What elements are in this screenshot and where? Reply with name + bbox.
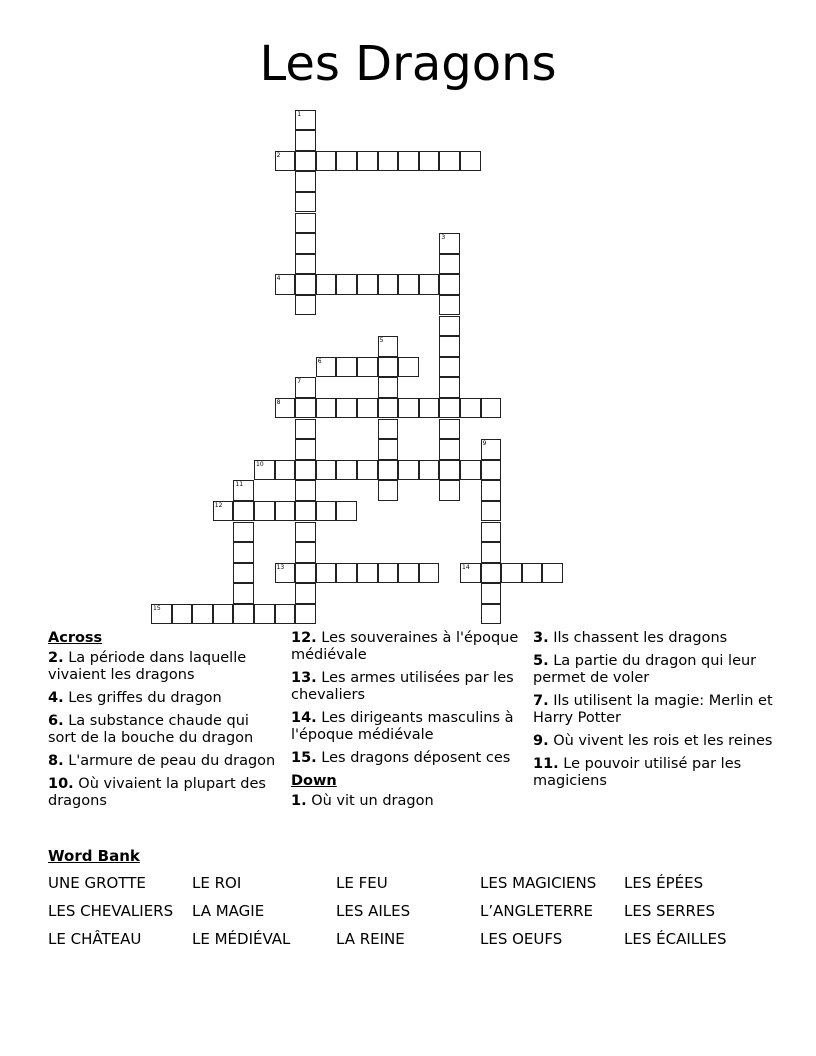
- grid-cell[interactable]: [481, 501, 502, 522]
- grid-cell[interactable]: [357, 274, 378, 295]
- clue-across-15: 15. Les dragons déposent ces: [291, 750, 511, 766]
- clue-down-1: 1. Où vit un dragon: [291, 793, 434, 809]
- grid-clue-number: 10: [256, 460, 264, 468]
- grid-cell[interactable]: [378, 419, 399, 440]
- grid-cell[interactable]: [481, 604, 502, 625]
- grid-clue-number: 8: [276, 398, 281, 406]
- grid-cell[interactable]: [378, 563, 399, 584]
- grid-cell[interactable]: [460, 151, 481, 172]
- grid-cell[interactable]: [398, 151, 419, 172]
- grid-cell[interactable]: [481, 398, 502, 419]
- grid-cell[interactable]: [419, 151, 440, 172]
- grid-cell[interactable]: [439, 460, 460, 481]
- grid-cell[interactable]: [295, 480, 316, 501]
- clue-across-8: 8. L'armure de peau du dragon: [48, 753, 276, 769]
- clue-down-3: 3. Ils chassent les dragons: [533, 630, 728, 646]
- word-bank-item: LES ÉPÉES: [624, 874, 704, 892]
- grid-clue-number: 2: [276, 151, 281, 159]
- grid-clue-number: 7: [297, 378, 302, 386]
- grid-cell[interactable]: [357, 151, 378, 172]
- grid-cell[interactable]: [336, 274, 357, 295]
- grid-cell[interactable]: [378, 377, 399, 398]
- grid-cell[interactable]: [378, 357, 399, 378]
- grid-cell[interactable]: [439, 254, 460, 275]
- clue-down-11: 11. Le pouvoir utilisé par les magiciens: [533, 756, 742, 789]
- word-bank-item: LES OEUFS: [480, 930, 563, 948]
- clues-column-1: [48, 630, 276, 816]
- grid-cell[interactable]: [439, 336, 460, 357]
- grid-cell[interactable]: [316, 151, 337, 172]
- clue-across-2: 2. La période dans laquelle vivaient les dragons: [48, 650, 247, 683]
- clue-across-14: 14. Les dirigeants masculins à l'époque médiévale: [291, 710, 514, 743]
- clue-down-5: 5. La partie du dragon qui leur permet de voler: [533, 653, 757, 686]
- grid-cell[interactable]: [439, 274, 460, 295]
- word-bank: [48, 874, 788, 948]
- grid-cell[interactable]: [419, 563, 440, 584]
- grid-cell[interactable]: [233, 583, 254, 604]
- grid-cell[interactable]: [295, 274, 316, 295]
- word-bank-item: UNE GROTTE: [48, 874, 146, 892]
- grid-clue-number: 6: [317, 357, 322, 365]
- grid-cell[interactable]: [439, 316, 460, 337]
- grid-cell[interactable]: [481, 522, 502, 543]
- grid-cell[interactable]: [398, 357, 419, 378]
- grid-cell[interactable]: [439, 151, 460, 172]
- grid-cell[interactable]: [460, 398, 481, 419]
- grid-cell[interactable]: [295, 130, 316, 151]
- grid-cell[interactable]: [336, 398, 357, 419]
- grid-cell[interactable]: [295, 583, 316, 604]
- word-bank-item: LA MAGIE: [192, 902, 265, 920]
- grid-cell[interactable]: [295, 419, 316, 440]
- clues-column-2: [291, 630, 519, 816]
- grid-clue-number: 13: [276, 563, 285, 571]
- grid-cell[interactable]: [254, 604, 275, 625]
- grid-cell[interactable]: [233, 542, 254, 563]
- grid-cell[interactable]: [316, 274, 337, 295]
- grid-cell[interactable]: [398, 274, 419, 295]
- grid-cell[interactable]: [336, 357, 357, 378]
- clue-across-12: 12. Les souveraines à l'époque médiévale: [291, 630, 519, 663]
- word-bank-item: LE CHÂTEAU: [48, 930, 142, 948]
- grid-clue-number: 3: [441, 234, 446, 242]
- grid-cell[interactable]: [295, 460, 316, 481]
- grid-clue-number: 5: [379, 337, 384, 345]
- grid-cell[interactable]: [295, 171, 316, 192]
- grid-clue-number: 12: [214, 501, 223, 509]
- word-bank-item: LE MÉDIÉVAL: [192, 930, 291, 948]
- grid-cell[interactable]: [254, 501, 275, 522]
- grid-cell[interactable]: [172, 604, 193, 625]
- grid-cell[interactable]: [233, 563, 254, 584]
- grid-clue-number: 11: [235, 481, 244, 489]
- grid-cell[interactable]: [357, 460, 378, 481]
- clue-across-13: 13. Les armes utilisées par les chevaliers: [291, 670, 514, 703]
- clues-column-3: [533, 630, 773, 796]
- grid-cell[interactable]: [295, 254, 316, 275]
- grid-cell[interactable]: [295, 522, 316, 543]
- grid-cell[interactable]: [378, 439, 399, 460]
- word-bank-item: L’ANGLETERRE: [480, 902, 594, 920]
- grid-cell[interactable]: [398, 563, 419, 584]
- grid-cell[interactable]: [316, 501, 337, 522]
- grid-cell[interactable]: [295, 295, 316, 316]
- grid-cell[interactable]: [439, 419, 460, 440]
- grid-cell[interactable]: [295, 151, 316, 172]
- clue-across-6: 6. La substance chaude qui sort de la bouche du dragon: [48, 713, 254, 746]
- grid-cell[interactable]: [481, 542, 502, 563]
- grid-cell[interactable]: [501, 563, 522, 584]
- grid-cell[interactable]: [481, 563, 502, 584]
- grid-cell[interactable]: [378, 274, 399, 295]
- grid-cell[interactable]: [336, 563, 357, 584]
- grid-cell[interactable]: [233, 522, 254, 543]
- grid-cell[interactable]: [275, 501, 296, 522]
- grid-cell[interactable]: [295, 233, 316, 254]
- grid-cell[interactable]: [439, 398, 460, 419]
- grid-cell[interactable]: [275, 604, 296, 625]
- grid-cell[interactable]: [357, 357, 378, 378]
- grid-cell[interactable]: [295, 439, 316, 460]
- grid-cell[interactable]: [192, 604, 213, 625]
- grid-cell[interactable]: [378, 480, 399, 501]
- clue-down-7: 7. Ils utilisent la magie: Merlin et Harry Potter: [533, 693, 773, 726]
- grid-clue-number: 14: [462, 563, 470, 571]
- grid-clue-number: 15: [153, 604, 161, 612]
- grid-cell[interactable]: [419, 460, 440, 481]
- grid-cell[interactable]: [316, 398, 337, 419]
- grid-cell[interactable]: [398, 398, 419, 419]
- grid-cell[interactable]: [481, 460, 502, 481]
- grid-cell[interactable]: [316, 460, 337, 481]
- word-bank-item: LA REINE: [336, 930, 405, 948]
- grid-cell[interactable]: [275, 460, 296, 481]
- word-bank-heading: Word Bank: [48, 847, 140, 865]
- grid-cell[interactable]: [295, 501, 316, 522]
- grid-cell[interactable]: [233, 501, 254, 522]
- grid-cell[interactable]: [439, 357, 460, 378]
- grid-cell[interactable]: [336, 501, 357, 522]
- grid-cell[interactable]: [439, 439, 460, 460]
- grid-cell[interactable]: [295, 398, 316, 419]
- word-bank-item: LES ÉCAILLES: [624, 930, 727, 948]
- puzzle-title: Les Dragons: [259, 36, 557, 92]
- grid-cell[interactable]: [295, 192, 316, 213]
- grid-cell[interactable]: [336, 460, 357, 481]
- grid-cell[interactable]: [481, 480, 502, 501]
- word-bank-item: LES AILES: [336, 902, 411, 920]
- word-bank-item: LES MAGICIENS: [480, 874, 597, 892]
- grid-cell[interactable]: [522, 563, 543, 584]
- grid-cell[interactable]: [357, 398, 378, 419]
- grid-cell[interactable]: [542, 563, 563, 584]
- word-bank-item: LES SERRES: [624, 902, 715, 920]
- clue-across-10: 10. Où vivaient la plupart des dragons: [48, 776, 266, 809]
- grid-cell[interactable]: [419, 274, 440, 295]
- grid-cell[interactable]: [398, 460, 419, 481]
- grid-cell[interactable]: [357, 563, 378, 584]
- grid-cell[interactable]: [378, 398, 399, 419]
- word-bank-item: LES CHEVALIERS: [48, 902, 174, 920]
- down-heading: Down: [291, 773, 337, 789]
- grid-cell[interactable]: [378, 151, 399, 172]
- grid-cell[interactable]: [481, 583, 502, 604]
- grid-cell[interactable]: [460, 460, 481, 481]
- grid-cell[interactable]: [378, 460, 399, 481]
- grid-cell[interactable]: [439, 295, 460, 316]
- grid-clue-number: 4: [276, 275, 281, 283]
- grid-cell[interactable]: [316, 563, 337, 584]
- clue-down-9: 9. Où vivent les rois et les reines: [533, 733, 773, 749]
- clue-across-4: 4. Les griffes du dragon: [48, 690, 222, 706]
- word-bank-item: LE FEU: [336, 874, 388, 892]
- grid-cell[interactable]: [295, 604, 316, 625]
- grid-clue-number: 9: [482, 440, 487, 448]
- grid-cell[interactable]: [295, 542, 316, 563]
- grid-cell[interactable]: [439, 377, 460, 398]
- grid-cell[interactable]: [419, 398, 440, 419]
- grid-cell[interactable]: [295, 213, 316, 234]
- word-bank-item: LE ROI: [192, 874, 242, 892]
- grid-cell[interactable]: [439, 480, 460, 501]
- across-heading: Across: [48, 630, 103, 646]
- grid-cell[interactable]: [295, 563, 316, 584]
- grid-clue-number: 1: [297, 110, 302, 118]
- grid-cell[interactable]: [336, 151, 357, 172]
- grid-cell[interactable]: [233, 604, 254, 625]
- grid-cell[interactable]: [213, 604, 234, 625]
